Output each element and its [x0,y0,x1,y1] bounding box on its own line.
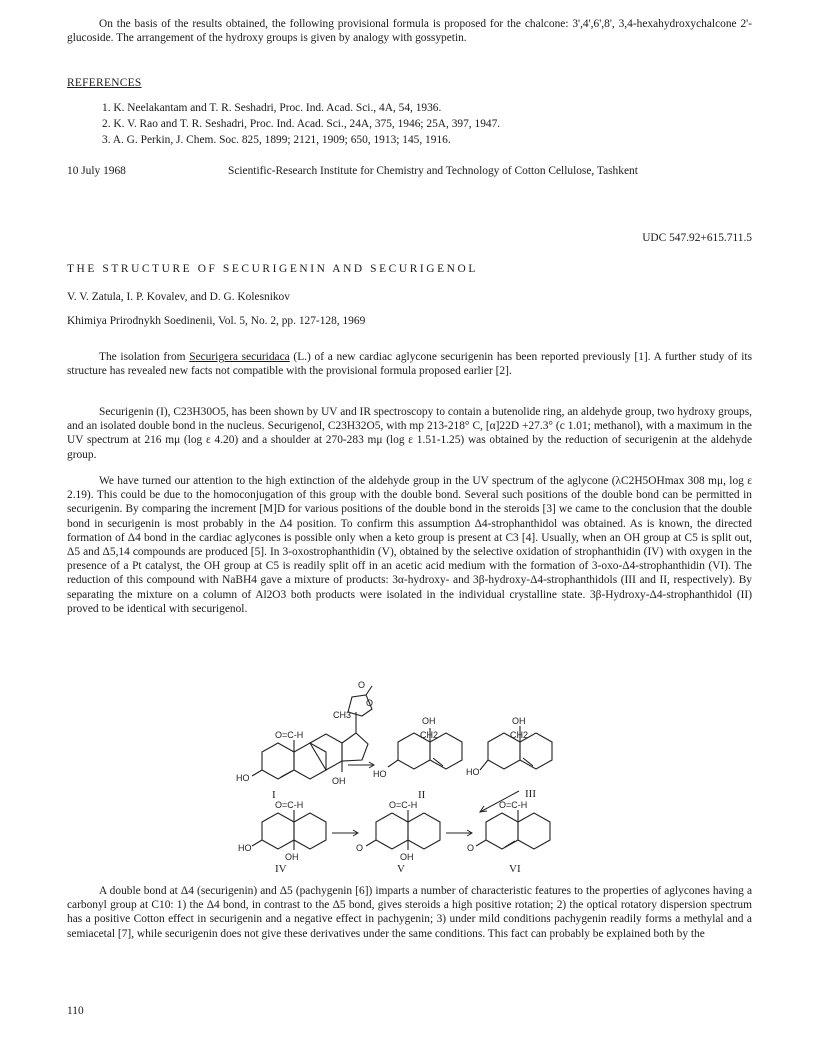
page-number: 110 [67,1005,84,1017]
svg-text:O: O [356,843,364,853]
compound-vi-structure [476,810,550,849]
references-heading: REFERENCES [67,77,142,89]
svg-text:CH2: CH2 [510,730,529,740]
udc-code: UDC 547.92+615.711.5 [642,232,752,244]
reference-2: 2. K. V. Rao and T. R. Seshadri, Proc. Ind. Acad. Sci., 24A, 375, 1946; 25A, 397, 1947. [102,118,501,130]
compound-iv-structure [252,810,326,850]
label-compound-i: I [272,789,276,801]
svg-text:OH: OH [422,716,436,726]
label-compound-ii: II [418,789,426,801]
submission-date: 10 July 1968 [67,165,126,177]
compound-v-structure [366,810,440,850]
svg-text:O: O [358,680,366,690]
label-compound-vi: VI [509,863,521,875]
paragraph-3: We have turned our attention to the high extinction of the aldehyde group in the UV spectrum of the aglycone (λC2H5OHmax 308 mμ, log ε 2.19). This could be due to the homoconjugation of this group with the double bond. Several such positions of the double bond can be permitted in securigenin. By comparing the increment [M]D for various positions of the double bond in the steroids [3] we came to the conclusion that the double bond in securigenin is most probably in the Δ4 position. To confirm this assumption Δ4-strophanthidol was obtained. As is known, the directed formation of Δ4 bond in the cardiac aglycones is possible only when a keto group is present at C3 [4]. Usually, when an OH group at C5 is split out, Δ5 and Δ5,14 compounds are produced [5]. In 3-oxostrophanthidin (V), obtained by the selective oxidation of strophanthidin (IV) with oxygen in the presence of a Pt catalyst, the OH group at C5 is readily split off in an acetic acid medium with the formation of 3-oxo-Δ4-strophanthidin (VI). The reduction of this compound with NaBH4 gave a mixture of products: 3α-hydroxy- and 3β-hydroxy-Δ4-strophanthidols (III and II, respectively). By separating the mixture on a column of Al2O3 both products were isolated in the individual crystalline state. 3β-Hydroxy-Δ4-strophanthidol (II) proved to be identical with securigenol. [67,475,752,615]
reaction-arrows [332,762,519,836]
svg-text:HO: HO [236,773,250,783]
reference-3: 3. A. G. Perkin, J. Chem. Soc. 825, 1899; 2121, 1909; 650, 1913; 145, 1916. [102,134,451,146]
svg-text:CH3: CH3 [333,710,352,720]
article-title: THE STRUCTURE OF SECURIGENIN AND SECURIGENOL [67,263,478,275]
svg-text:CH2: CH2 [420,730,439,740]
svg-text:O=C-H: O=C-H [275,800,304,810]
label-compound-iii: III [525,788,536,800]
svg-text:O: O [366,698,374,708]
svg-text:O=C-H: O=C-H [389,800,418,810]
svg-text:OH: OH [400,852,414,862]
paragraph-1-text-a: The isolation from [99,351,190,363]
svg-text:O=C-H: O=C-H [499,800,528,810]
svg-text:O=C-H: O=C-H [275,730,304,740]
intro-line-1: On the basis of the results obtained, the following provisional formula is proposed for the chalcone: 3',4',6',8', [99,18,615,30]
institute: Scientific-Research Institute for Chemistry and Technology of Cotton Cellulose, Tashkent [228,165,638,177]
svg-text:OH: OH [332,776,346,786]
svg-text:HO: HO [238,843,252,853]
paragraph-1-text-b: (L.) of a new cardiac aglycone securigenin has been reported previously [1]. A further study of its structure has revealed new facts not compatible with the provisional formula proposed earlier [2]. [67,351,753,378]
article-authors: V. V. Zatula, I. P. Kovalev, and D. G. Kolesnikov [67,291,290,303]
svg-text:HO: HO [373,769,387,779]
species-name: Securigera securidaca [189,351,290,363]
intro-line-2: 3,4-hexahydroxychalcone 2'-glucoside. The arrangement of the hydroxy groups is given by analogy with gossypetin. [67,18,752,45]
svg-text:OH: OH [285,852,299,862]
paragraph-2: Securigenin (I), C23H30O5, has been shown by UV and IR spectroscopy to contain a butenolide ring, an aldehyde group, two hydroxy groups, and an isolated double bond in the nucleus. Securigenol, C23H32O5, with mp 213-218° C, [α]22D +27.3° (c 1.01; methanol), with a maximum in the UV spectrum at 216 mμ (log ε 4.20) and a shoulder at 270-283 mμ (log ε 1.51-1.25) was obtained by the reduction of securigenin at the aldehyde group. [67,406,752,461]
label-compound-v: V [397,863,405,875]
reference-1: 1. K. Neelakantam and T. R. Seshadri, Proc. Ind. Acad. Sci., 4A, 54, 1936. [102,102,442,114]
paragraph-4: A double bond at Δ4 (securigenin) and Δ5 (pachygenin [6]) imparts a number of characteristic features to the properties of aglycones having a carbonyl group at C10: 1) the Δ4 bond, in contrast to the Δ5 bond, gives steroids a high positive rotation; 2) the optical rotatory dispersion spectrum has a positive Cotton effect in securigenin and a negative effect in pachygenin; 3) under mild conditions pachygenin readily forms a methylal and a semiacetal [7], while securigenin does not give these derivatives under the same conditions. This fact can probably be explained both by the [67,885,752,940]
label-compound-iv: IV [275,863,287,875]
svg-text:HO: HO [466,767,480,777]
svg-text:OH: OH [512,716,526,726]
svg-text:O: O [467,843,475,853]
journal-citation: Khimiya Prirodnykh Soedinenii, Vol. 5, No. 2, pp. 127-128, 1969 [67,315,366,327]
